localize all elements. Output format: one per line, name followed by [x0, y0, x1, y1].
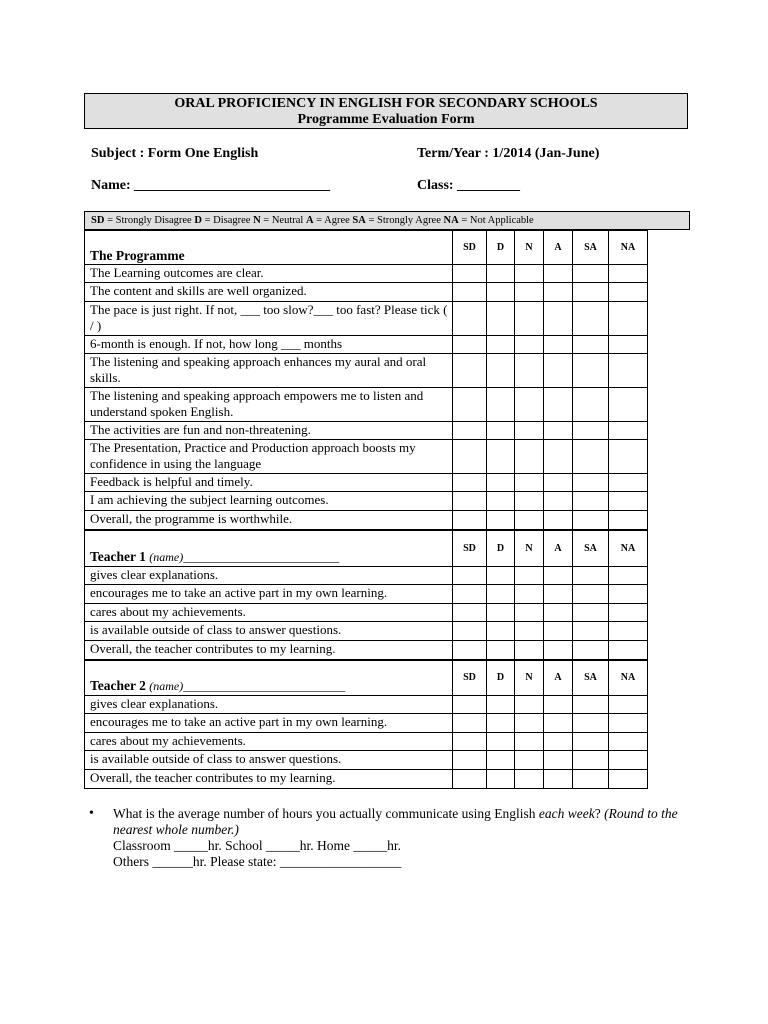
teacher1-col-d: D: [487, 531, 515, 567]
rating-cell-sd[interactable]: [453, 265, 487, 283]
name-field[interactable]: Name: ____________________________: [91, 178, 331, 193]
rating-cell-na[interactable]: [609, 567, 648, 585]
table-row: [85, 336, 648, 354]
rating-cell-a[interactable]: [544, 388, 573, 422]
rating-cell-d[interactable]: [487, 302, 515, 336]
rating-cell-na[interactable]: [609, 336, 648, 354]
rating-cell-d[interactable]: [487, 733, 515, 751]
rating-cell-n[interactable]: [515, 511, 544, 530]
rating-cell-sd[interactable]: [453, 714, 487, 733]
rating-cell-d[interactable]: [487, 422, 515, 440]
rating-cell-na[interactable]: [609, 302, 648, 336]
programme-col-a: A: [544, 231, 573, 265]
rating-cell-sd[interactable]: [453, 622, 487, 641]
rating-cell-sa[interactable]: [573, 511, 609, 530]
teacher1-statement: Overall, the teacher contributes to my learning.: [85, 641, 453, 660]
table-row: [85, 388, 648, 422]
rating-cell-d[interactable]: [487, 641, 515, 660]
teacher1-statement: gives clear explanations.: [85, 567, 453, 585]
teacher2-col-na: NA: [609, 661, 648, 696]
rating-cell-n[interactable]: [515, 733, 544, 751]
table-row: [85, 696, 648, 714]
rating-cell-a[interactable]: [544, 422, 573, 440]
rating-cell-sa[interactable]: [573, 714, 609, 733]
teacher1-rating-table: [84, 530, 648, 660]
rating-cell-sd[interactable]: [453, 696, 487, 714]
rating-cell-na[interactable]: [609, 492, 648, 511]
rating-cell-sd[interactable]: [453, 354, 487, 388]
rating-cell-sa[interactable]: [573, 751, 609, 770]
programme-header-row: [85, 231, 648, 265]
rating-cell-sa[interactable]: [573, 302, 609, 336]
table-row: [85, 604, 648, 622]
rating-cell-n[interactable]: [515, 336, 544, 354]
rating-cell-n[interactable]: [515, 388, 544, 422]
programme-heading: The Programme: [85, 231, 453, 265]
teacher2-col-a: A: [544, 661, 573, 696]
rating-cell-n[interactable]: [515, 567, 544, 585]
rating-cell-n[interactable]: [515, 265, 544, 283]
rating-cell-n[interactable]: [515, 604, 544, 622]
form-subtitle: Programme Evaluation Form: [297, 112, 475, 127]
rating-cell-n[interactable]: [515, 422, 544, 440]
rating-cell-d[interactable]: [487, 567, 515, 585]
rating-cell-sa[interactable]: [573, 388, 609, 422]
rating-cell-a[interactable]: [544, 641, 573, 660]
rating-cell-sd[interactable]: [453, 422, 487, 440]
rating-cell-sd[interactable]: [453, 440, 487, 474]
form-title-box: [84, 93, 688, 129]
rating-cell-a[interactable]: [544, 511, 573, 530]
rating-cell-n[interactable]: [515, 696, 544, 714]
teacher2-col-sd: SD: [453, 661, 487, 696]
table-row: [85, 733, 648, 751]
programme-col-sd: SD: [453, 231, 487, 265]
table-row: [85, 770, 648, 789]
programme-statement: The Learning outcomes are clear.: [85, 265, 453, 283]
rating-cell-na[interactable]: [609, 604, 648, 622]
table-row: [85, 265, 648, 283]
rating-legend: SD = Strongly Disagree D = Disagree N = Neutral A = Agree SA = Strongly Agree NA = Not Applicable: [84, 211, 690, 230]
rating-cell-d[interactable]: [487, 474, 515, 492]
rating-cell-na[interactable]: [609, 388, 648, 422]
rating-cell-na[interactable]: [609, 733, 648, 751]
term-year-field: Term/Year : 1/2014 (Jan-June): [417, 146, 600, 161]
rating-cell-sa[interactable]: [573, 622, 609, 641]
table-row: [85, 585, 648, 604]
rating-cell-na[interactable]: [609, 751, 648, 770]
rating-cell-d[interactable]: [487, 714, 515, 733]
rating-cell-n[interactable]: [515, 641, 544, 660]
teacher2-statement: Overall, the teacher contributes to my learning.: [85, 770, 453, 789]
rating-cell-a[interactable]: [544, 604, 573, 622]
rating-cell-a[interactable]: [544, 265, 573, 283]
teacher1-statement: encourages me to take an active part in my own learning.: [85, 585, 453, 604]
table-row: [85, 440, 648, 474]
rating-cell-sa[interactable]: [573, 567, 609, 585]
rating-cell-sd[interactable]: [453, 511, 487, 530]
rating-cell-d[interactable]: [487, 354, 515, 388]
table-row: [85, 492, 648, 511]
rating-cell-sa[interactable]: [573, 733, 609, 751]
rating-cell-n[interactable]: [515, 585, 544, 604]
teacher2-statement: cares about my achievements.: [85, 733, 453, 751]
rating-cell-sd[interactable]: [453, 336, 487, 354]
table-row: [85, 474, 648, 492]
rating-cell-d[interactable]: [487, 511, 515, 530]
table-row: [85, 714, 648, 733]
programme-col-n: N: [515, 231, 544, 265]
rating-cell-a[interactable]: [544, 283, 573, 302]
table-row: [85, 302, 648, 336]
rating-cell-sd[interactable]: [453, 474, 487, 492]
teacher2-statement: gives clear explanations.: [85, 696, 453, 714]
rating-cell-sd[interactable]: [453, 492, 487, 511]
table-row: [85, 567, 648, 585]
rating-cell-na[interactable]: [609, 354, 648, 388]
rating-cell-sd[interactable]: [453, 567, 487, 585]
rating-cell-na[interactable]: [609, 714, 648, 733]
teacher2-col-sa: SA: [573, 661, 609, 696]
rating-cell-sa[interactable]: [573, 641, 609, 660]
table-row: [85, 751, 648, 770]
rating-cell-a[interactable]: [544, 492, 573, 511]
programme-statement: The pace is just right. If not, ___ too slow?___ too fast? Please tick ( / ): [85, 302, 453, 336]
programme-col-d: D: [487, 231, 515, 265]
rating-cell-d[interactable]: [487, 440, 515, 474]
rating-cell-a[interactable]: [544, 696, 573, 714]
hours-line-2[interactable]: Others ______hr. Please state: __________________: [113, 854, 402, 869]
rating-cell-n[interactable]: [515, 440, 544, 474]
rating-cell-na[interactable]: [609, 422, 648, 440]
teacher2-statement: is available outside of class to answer questions.: [85, 751, 453, 770]
table-row: [85, 354, 648, 388]
rating-cell-d[interactable]: [487, 696, 515, 714]
english-hours-question: What is the average number of hours you actually communicate using English each week? (Round to the nearest whole number.) Classroom _____hr. School _____hr. Home _____hr. Others ______hr. Please state: __________________: [113, 806, 693, 870]
teacher1-statement: is available outside of class to answer questions.: [85, 622, 453, 641]
teacher1-col-sa: SA: [573, 531, 609, 567]
teacher1-name-blank[interactable]: __________________________: [183, 549, 340, 564]
rating-cell-d[interactable]: [487, 751, 515, 770]
rating-cell-n[interactable]: [515, 354, 544, 388]
rating-cell-sa[interactable]: [573, 354, 609, 388]
table-row: [85, 511, 648, 530]
rating-cell-a[interactable]: [544, 770, 573, 789]
programme-statement: Feedback is helpful and timely.: [85, 474, 453, 492]
rating-cell-sa[interactable]: [573, 696, 609, 714]
hours-line-1[interactable]: Classroom _____hr. School _____hr. Home _____hr.: [113, 838, 401, 853]
rating-cell-a[interactable]: [544, 622, 573, 641]
rating-cell-sd[interactable]: [453, 641, 487, 660]
rating-cell-n[interactable]: [515, 622, 544, 641]
rating-cell-sd[interactable]: [453, 585, 487, 604]
teacher1-statement: cares about my achievements.: [85, 604, 453, 622]
rating-cell-a[interactable]: [544, 302, 573, 336]
rating-cell-a[interactable]: [544, 585, 573, 604]
programme-statement: The content and skills are well organized.: [85, 283, 453, 302]
teacher2-name-label: (name): [149, 678, 184, 693]
rating-cell-sd[interactable]: [453, 283, 487, 302]
rating-cell-n[interactable]: [515, 492, 544, 511]
rating-cell-sd[interactable]: [453, 604, 487, 622]
rating-cell-sd[interactable]: [453, 302, 487, 336]
programme-statement: The Presentation, Practice and Production approach boosts my confidence in using the language: [85, 440, 453, 474]
teacher1-col-na: NA: [609, 531, 648, 567]
table-row: [85, 622, 648, 641]
teacher2-heading: Teacher 2 (name)___________________________: [85, 661, 453, 696]
teacher2-rating-table: [84, 660, 648, 789]
rating-cell-sd[interactable]: [453, 751, 487, 770]
teacher2-header-row: [85, 661, 648, 696]
rating-cell-a[interactable]: [544, 336, 573, 354]
programme-col-sa: SA: [573, 231, 609, 265]
rating-cell-na[interactable]: [609, 770, 648, 789]
teacher2-statement: encourages me to take an active part in my own learning.: [85, 714, 453, 733]
rating-cell-d[interactable]: [487, 770, 515, 789]
teacher1-header-row: [85, 531, 648, 567]
teacher1-col-n: N: [515, 531, 544, 567]
rating-cell-na[interactable]: [609, 696, 648, 714]
rating-cell-d[interactable]: [487, 283, 515, 302]
programme-statement: The listening and speaking approach empowers me to listen and understand spoken English.: [85, 388, 453, 422]
rating-cell-na[interactable]: [609, 474, 648, 492]
rating-cell-sa[interactable]: [573, 770, 609, 789]
rating-cell-na[interactable]: [609, 265, 648, 283]
programme-statement: The activities are fun and non-threatening.: [85, 422, 453, 440]
rating-cell-a[interactable]: [544, 474, 573, 492]
rating-cell-d[interactable]: [487, 265, 515, 283]
rating-cell-na[interactable]: [609, 641, 648, 660]
teacher1-name-label: (name): [149, 549, 184, 564]
rating-cell-na[interactable]: [609, 511, 648, 530]
question-bullet: •: [89, 806, 94, 821]
table-row: [85, 641, 648, 660]
subject-field: Subject : Form One English: [91, 146, 259, 161]
rating-cell-d[interactable]: [487, 604, 515, 622]
rating-cell-d[interactable]: [487, 388, 515, 422]
rating-cell-na[interactable]: [609, 283, 648, 302]
rating-cell-na[interactable]: [609, 585, 648, 604]
rating-cell-sa[interactable]: [573, 604, 609, 622]
rating-cell-sa[interactable]: [573, 585, 609, 604]
rating-cell-n[interactable]: [515, 751, 544, 770]
rating-cell-a[interactable]: [544, 751, 573, 770]
teacher2-col-d: D: [487, 661, 515, 696]
rating-cell-sd[interactable]: [453, 388, 487, 422]
programme-statement: I am achieving the subject learning outcomes.: [85, 492, 453, 511]
rating-cell-n[interactable]: [515, 283, 544, 302]
rating-cell-sa[interactable]: [573, 422, 609, 440]
rating-cell-a[interactable]: [544, 567, 573, 585]
rating-cell-sa[interactable]: [573, 440, 609, 474]
rating-cell-sa[interactable]: [573, 492, 609, 511]
teacher1-col-sd: SD: [453, 531, 487, 567]
programme-statement: The listening and speaking approach enhances my aural and oral skills.: [85, 354, 453, 388]
rating-cell-sa[interactable]: [573, 474, 609, 492]
teacher2-col-n: N: [515, 661, 544, 696]
form-title: ORAL PROFICIENCY IN ENGLISH FOR SECONDARY SCHOOLS: [174, 96, 598, 111]
rating-cell-a[interactable]: [544, 714, 573, 733]
rating-cell-d[interactable]: [487, 336, 515, 354]
table-row: [85, 283, 648, 302]
rating-cell-sa[interactable]: [573, 283, 609, 302]
rating-cell-n[interactable]: [515, 474, 544, 492]
programme-statement: Overall, the programme is worthwhile.: [85, 511, 453, 530]
rating-cell-a[interactable]: [544, 354, 573, 388]
rating-cell-n[interactable]: [515, 714, 544, 733]
teacher1-heading: Teacher 1 (name)__________________________: [85, 531, 453, 567]
table-row: [85, 422, 648, 440]
rating-cell-sa[interactable]: [573, 265, 609, 283]
teacher1-col-a: A: [544, 531, 573, 567]
programme-col-na: NA: [609, 231, 648, 265]
rating-cell-d[interactable]: [487, 585, 515, 604]
rating-cell-n[interactable]: [515, 302, 544, 336]
rating-cell-na[interactable]: [609, 622, 648, 641]
rating-cell-sd[interactable]: [453, 770, 487, 789]
rating-cell-n[interactable]: [515, 770, 544, 789]
rating-cell-d[interactable]: [487, 492, 515, 511]
rating-cell-d[interactable]: [487, 622, 515, 641]
teacher2-name-blank[interactable]: ___________________________: [183, 678, 346, 693]
rating-cell-sd[interactable]: [453, 733, 487, 751]
rating-cell-a[interactable]: [544, 440, 573, 474]
programme-rating-table: [84, 230, 648, 530]
rating-cell-a[interactable]: [544, 733, 573, 751]
rating-cell-sa[interactable]: [573, 336, 609, 354]
rating-cell-na[interactable]: [609, 440, 648, 474]
class-field[interactable]: Class: _________: [417, 178, 521, 193]
programme-statement: 6-month is enough. If not, how long ___ months: [85, 336, 453, 354]
